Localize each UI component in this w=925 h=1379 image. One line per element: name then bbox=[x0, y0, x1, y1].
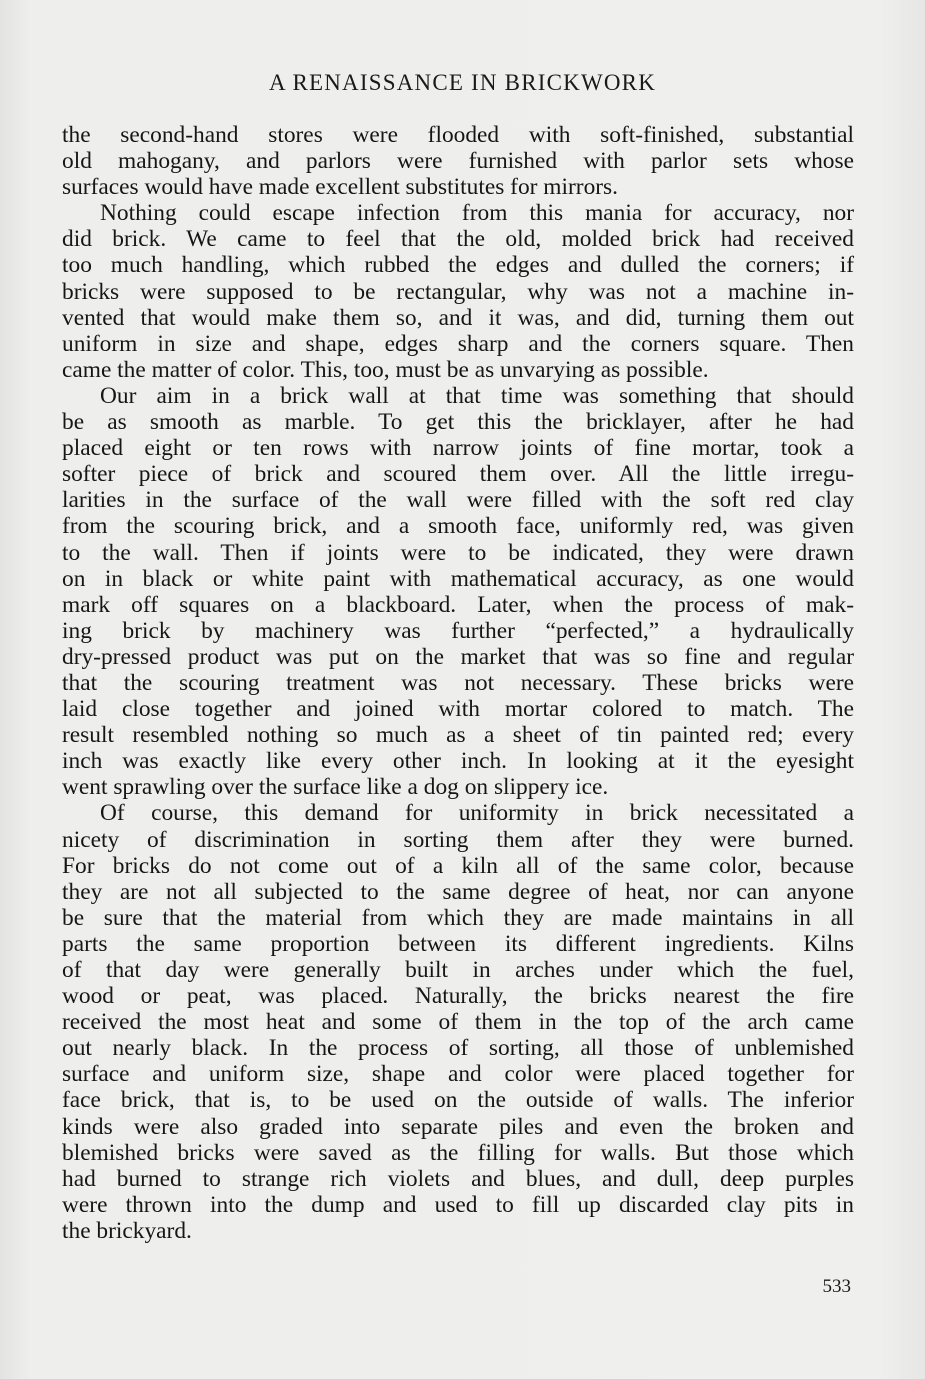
text-line: the second-hand stores were flooded with soft-finished, substantial bbox=[62, 122, 854, 148]
text-line: result resembled nothing so much as a sheet of tin painted red; every bbox=[62, 722, 854, 749]
page-number: 533 bbox=[822, 1276, 851, 1297]
text-line: from the scouring brick, and a smooth face, uniformly red, was given bbox=[62, 513, 854, 540]
text-line: mark off squares on a blackboard. Later, when the process of mak- bbox=[62, 591, 854, 618]
text-line: blemished bricks were saved as the filling for walls. But those which bbox=[62, 1139, 854, 1166]
body-text bbox=[62, 122, 854, 1244]
text-line: out nearly black. In the process of sorting, all those of unblemished bbox=[62, 1035, 854, 1062]
text-line: went sprawling over the surface like a dog on slippery ice. bbox=[62, 774, 609, 801]
text-line: the brickyard. bbox=[62, 1217, 192, 1244]
text-line: too much handling, which rubbed the edges and dulled the corners; if bbox=[62, 252, 854, 279]
text-line: face brick, that is, to be used on the outside of walls. The inferior bbox=[62, 1087, 854, 1114]
text-line: laid close together and joined with mortar colored to match. The bbox=[62, 696, 854, 723]
text-line: dry-pressed product was put on the market that was so fine and regular bbox=[62, 643, 854, 670]
text-line: For bricks do not come out of a kiln all of the same color, because bbox=[62, 852, 854, 879]
text-line: did brick. We came to feel that the old, molded brick had received bbox=[62, 226, 854, 253]
text-line: surfaces would have made excellent substitutes for mirrors. bbox=[62, 174, 619, 201]
text-line: came the matter of color. This, too, must be as unvarying as possible. bbox=[62, 356, 709, 383]
text-line: ing brick by machinery was further “perfected,” a hydraulically bbox=[62, 617, 854, 644]
text-line: to the wall. Then if joints were to be indicated, they were drawn bbox=[62, 539, 854, 566]
text-line: received the most heat and some of them in the top of the arch came bbox=[62, 1009, 854, 1036]
text-line: old mahogany, and parlors were furnished with parlor sets whose bbox=[62, 148, 854, 175]
text-line: of that day were generally built in arches under which the fuel, bbox=[62, 957, 854, 983]
text-line: Our aim in a brick wall at that time was something that should bbox=[100, 382, 854, 409]
text-line: uniform in size and shape, edges sharp and the corners square. Then bbox=[62, 330, 854, 357]
text-line: had burned to strange rich violets and blues, and dull, deep purples bbox=[62, 1165, 854, 1192]
text-line: that the scouring treatment was not necessary. These bricks were bbox=[62, 669, 854, 696]
text-line: were thrown into the dump and used to fill up discarded clay pits in bbox=[62, 1191, 854, 1218]
text-line: be sure that the material from which they are made maintains in all bbox=[62, 904, 854, 931]
text-line: Of course, this demand for uniformity in brick necessitated a bbox=[100, 800, 854, 827]
text-line: be as smooth as marble. To get this the bricklayer, after he had bbox=[62, 409, 854, 436]
text-line: wood or peat, was placed. Naturally, the bricks nearest the fire bbox=[62, 983, 854, 1010]
text-line: on in black or white paint with mathematical accuracy, as one would bbox=[62, 565, 854, 592]
text-line: softer piece of brick and scoured them over. All the little irregu- bbox=[62, 461, 854, 488]
text-line: placed eight or ten rows with narrow joints of fine mortar, took a bbox=[62, 435, 854, 462]
text-line: nicety of discrimination in sorting them after they were burned. bbox=[62, 826, 854, 853]
running-head: A RENAISSANCE IN BRICKWORK bbox=[268, 70, 657, 95]
text-line: they are not all subjected to the same degree of heat, nor can anyone bbox=[62, 878, 854, 905]
text-line: bricks were supposed to be rectangular, why was not a machine in- bbox=[62, 278, 854, 305]
text-line: Nothing could escape infection from this mania for accuracy, nor bbox=[100, 200, 854, 227]
text-line: surface and uniform size, shape and color were placed together for bbox=[62, 1061, 854, 1088]
text-line: vented that would make them so, and it was, and did, turning them out bbox=[62, 304, 854, 331]
text-line: parts the same proportion between its different ingredients. Kilns bbox=[62, 930, 854, 957]
text-line: inch was exactly like every other inch. In looking at it the eyesight bbox=[62, 748, 854, 775]
text-line: kinds were also graded into separate piles and even the broken and bbox=[62, 1113, 854, 1140]
text-line: larities in the surface of the wall were filled with the soft red clay bbox=[62, 487, 854, 514]
